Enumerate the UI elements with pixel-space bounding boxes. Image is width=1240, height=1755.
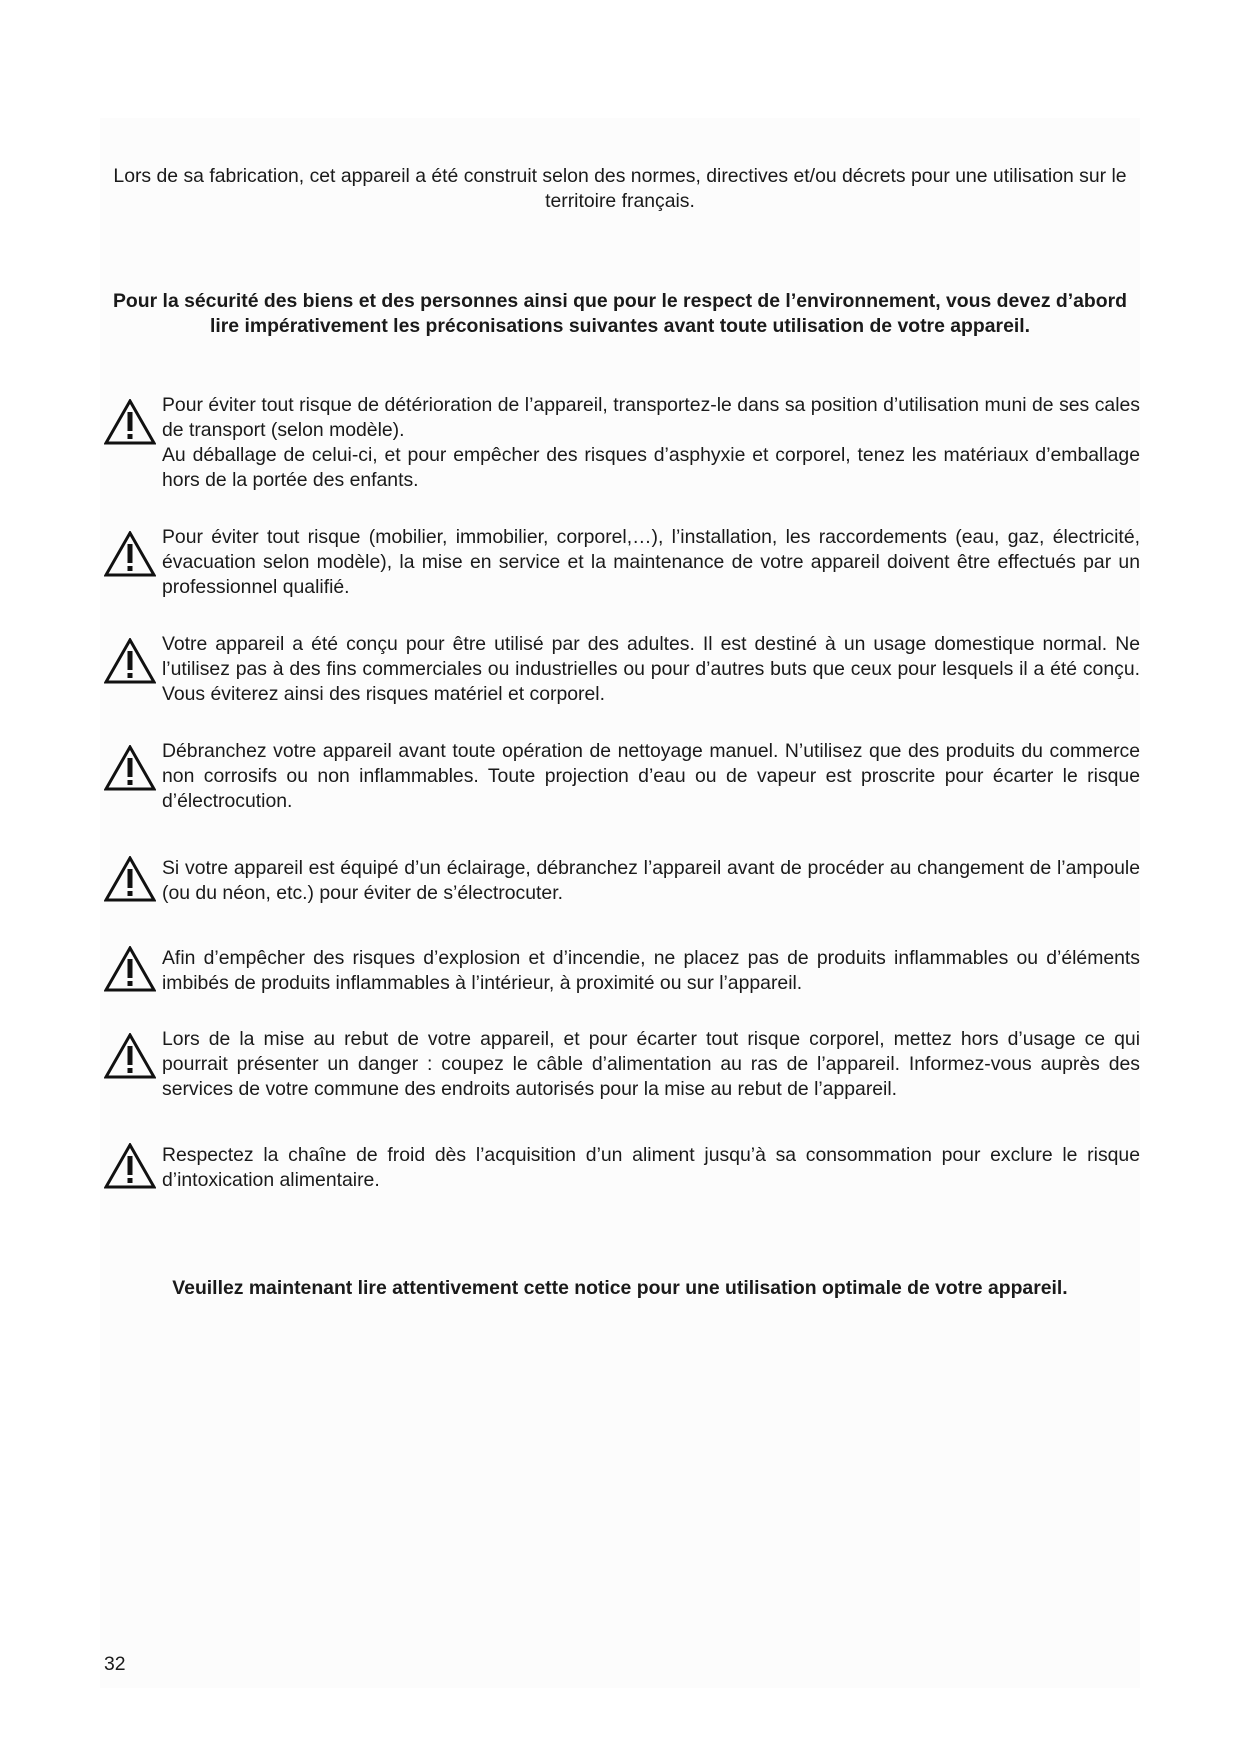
warning-triangle-icon bbox=[104, 399, 156, 445]
warning-text: Votre appareil a été conçu pour être utilisé par des adultes. Il est destiné à un usage domestique normal. Ne l’utilisez pas à des fins commerciales ou industrielles ou pour d’autres buts que ceux pour lesquels il a été conçu. Vous éviterez ainsi des risques matériel et corporel. bbox=[162, 633, 1140, 705]
warning-text: Si votre appareil est équipé d’un éclairage, débranchez l’appareil avant de procéder au changement de l’ampoule (ou du néon, etc.) pour éviter de s’électrocuter. bbox=[162, 857, 1140, 904]
warning-text: Lors de la mise au rebut de votre appareil, et pour écarter tout risque corporel, mettez hors d’usage ce qui pourrait présenter un danger : coupez le câble d’alimentation au ras de l’appareil. Informez-vous auprès des services de votre commune des endroits autorisés pour la mise au rebut de l’appareil. bbox=[162, 1028, 1140, 1100]
safety-heading: Pour la sécurité des biens et des personnes ainsi que pour le respect de l’environnement, vous devez d’abord lire impérativement les préconisations suivantes avant toute utilisation de votre appareil. bbox=[113, 290, 1127, 337]
warning-triangle-icon bbox=[104, 1143, 156, 1189]
warning-triangle-icon bbox=[104, 745, 156, 791]
warning-triangle-icon bbox=[104, 531, 156, 577]
warning-text: Respectez la chaîne de froid dès l’acquisition d’un aliment jusqu’à sa consommation pour exclure le risque d’intoxication alimentaire. bbox=[162, 1144, 1140, 1191]
intro-paragraph: Lors de sa fabrication, cet appareil a été construit selon des normes, directives et/ou décrets pour une utilisation sur le territoire français. bbox=[113, 165, 1127, 212]
warning-text: Débranchez votre appareil avant toute opération de nettoyage manuel. N’utilisez que des produits du commerce non corrosifs ou non inflammables. Toute projection d’eau ou de vapeur est proscrite pour écarter le risque d’électrocution. bbox=[162, 740, 1140, 812]
warning-triangle-icon bbox=[104, 638, 156, 684]
warning-triangle-icon bbox=[104, 946, 156, 992]
closing-note: Veuillez maintenant lire attentivement cette notice pour une utilisation optimale de votre appareil. bbox=[172, 1277, 1068, 1299]
warning-text: Au déballage de celui-ci, et pour empêcher des risques d’asphyxie et corporel, tenez les matériaux d’emballage hors de la portée des enfants. bbox=[162, 444, 1140, 491]
warning-triangle-icon bbox=[104, 1033, 156, 1079]
warning-text: Afin d’empêcher des risques d’explosion et d’incendie, ne placez pas de produits inflammables ou d’éléments imbibés de produits inflammables à l’intérieur, à proximité ou sur l’appareil. bbox=[162, 947, 1140, 994]
warning-text: Pour éviter tout risque (mobilier, immobilier, corporel,…), l’installation, les raccordements (eau, gaz, électricité, évacuation selon modèle), la mise en service et la maintenance de votre appareil doivent être effectués par un professionnel qualifié. bbox=[162, 526, 1140, 598]
warning-triangle-icon bbox=[104, 856, 156, 902]
warning-text: Pour éviter tout risque de détérioration de l’appareil, transportez-le dans sa position d’utilisation muni de ses cales de transport (selon modèle). bbox=[162, 394, 1140, 441]
page-number: 32 bbox=[104, 1653, 126, 1675]
